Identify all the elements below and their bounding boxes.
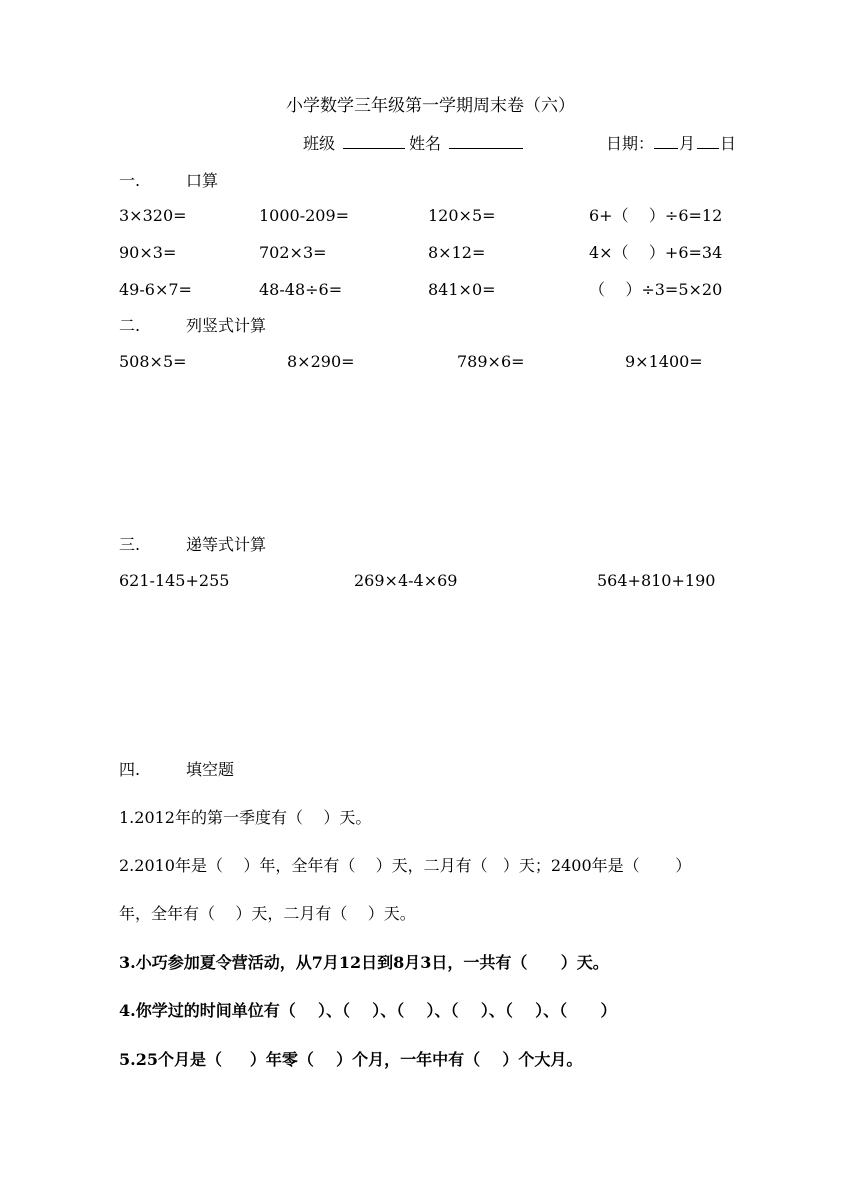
section2-number: 二. — [119, 316, 141, 335]
section2-heading: 列竖式计算 — [186, 316, 267, 335]
fill-blank-question-4: 4.你学过的时间单位有（ ）、（ ）、（ ）、（ ）、（ ）、（ ） — [119, 1001, 617, 1020]
month-label: 月 — [679, 134, 696, 153]
page-title: 小学数学三年级第一学期周末卷（六） — [286, 96, 575, 116]
vertical-calc-item: 789×6= — [457, 352, 525, 371]
mental-calc-item: 90×3= — [119, 243, 177, 262]
section4-heading: 填空题 — [186, 760, 235, 779]
fill-blank-question-5: 5.25个月是（ ）年零（ ）个月，一年中有（ ）个大月。 — [119, 1050, 583, 1069]
mental-calc-item: 8×12= — [428, 243, 486, 262]
mental-calc-item: 6+（ ）÷6=12 — [589, 206, 723, 225]
name-label: 姓名 — [409, 134, 442, 153]
vertical-calc-item: 9×1400= — [625, 352, 703, 371]
mental-calc-item: 4×（ ）+6=34 — [589, 243, 723, 262]
stepwise-calc-item: 564+810+190 — [597, 571, 716, 590]
mental-calc-item: 48-48÷6= — [259, 280, 343, 299]
vertical-calc-item: 508×5= — [119, 352, 187, 371]
section4-number: 四. — [119, 760, 141, 779]
section1-heading: 口算 — [186, 171, 219, 190]
mental-calc-item: 120×5= — [428, 206, 496, 225]
mental-calc-item: 841×0= — [428, 280, 496, 299]
section1-number: 一. — [119, 171, 141, 190]
section3-heading: 递等式计算 — [186, 535, 267, 554]
class-label: 班级 — [303, 134, 336, 153]
fill-blank-question-1: 1.2012年的第一季度有（ ）天。 — [119, 808, 372, 827]
class-blank[interactable] — [343, 134, 405, 149]
stepwise-calc-item: 269×4-4×69 — [354, 571, 458, 590]
mental-calc-item: 1000-209= — [259, 206, 350, 225]
section3-number: 三. — [119, 535, 141, 554]
fill-blank-question-2: 2.2010年是（ ）年，全年有（ ）天，二月有（ ）天；2400年是（ ） — [119, 856, 692, 875]
vertical-calc-item: 8×290= — [287, 352, 355, 371]
month-blank[interactable] — [654, 134, 678, 149]
mental-calc-item: 702×3= — [259, 243, 327, 262]
fill-blank-question-2-continued: 年，全年有（ ）天，二月有（ ）天。 — [119, 904, 416, 923]
mental-calc-item: 49-6×7= — [119, 280, 192, 299]
name-blank[interactable] — [449, 134, 523, 149]
mental-calc-item: （ ）÷3=5×20 — [589, 280, 723, 299]
day-blank[interactable] — [697, 134, 719, 149]
fill-blank-question-3: 3.小巧参加夏令营活动，从7月12日到8月3日，一共有（ ）天。 — [119, 953, 609, 972]
stepwise-calc-item: 621-145+255 — [119, 571, 230, 590]
mental-calc-item: 3×320= — [119, 206, 187, 225]
date-label: 日期： — [606, 134, 655, 153]
day-label: 日 — [720, 134, 737, 153]
